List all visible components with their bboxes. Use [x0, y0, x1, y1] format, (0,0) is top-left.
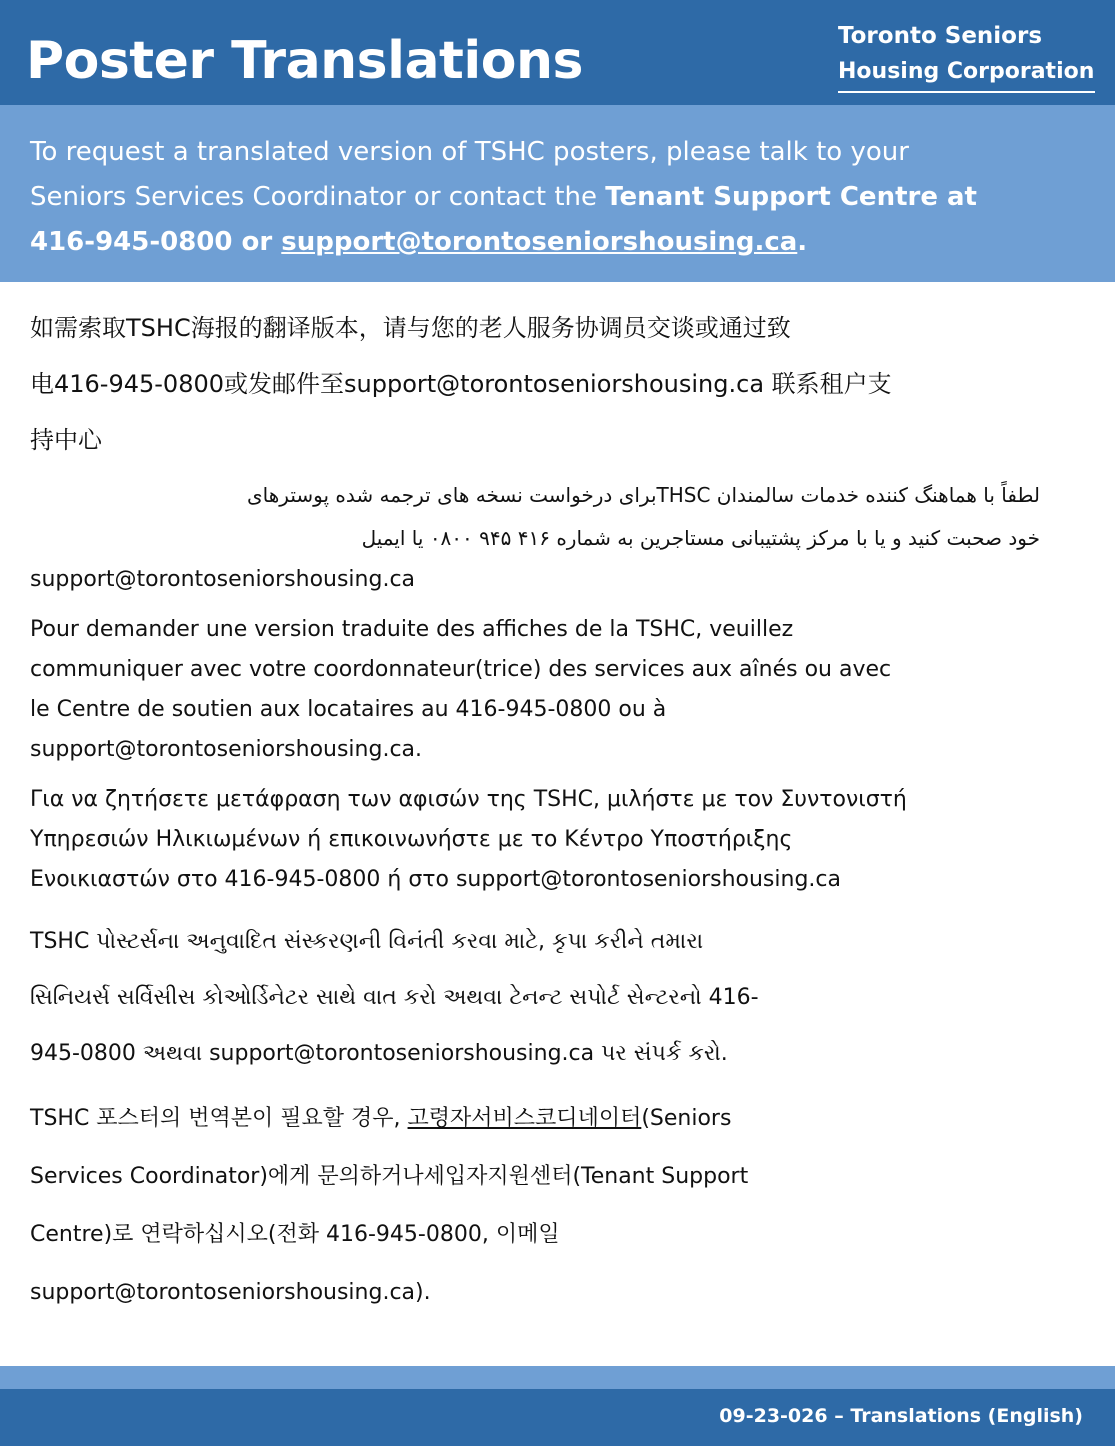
chinese-line-2: 电416-945-0800或发邮件至support@torontoseniorshousing.ca 联系租户支: [30, 370, 892, 398]
footer-bar: [0, 1366, 1115, 1446]
gujarati-line-1: TSHC પોસ્ટર્સના અનુવાદિત સંસ્કરણની વિનંતી કરવા માટે, કૃપા કરીને તમારા: [30, 929, 704, 954]
chinese-line-3: 持中心: [30, 426, 102, 454]
intro-tenant-support-centre: Tenant Support Centre at: [605, 182, 977, 212]
korean-line-3: Centre)로 연락하십시오(전화 416-945-0800, 이메일: [30, 1222, 560, 1247]
org-name-line2: Housing Corporation: [838, 59, 1095, 84]
intro-line-1: To request a translated version of TSHC posters, please talk to your: [30, 137, 909, 167]
translations-list: [30, 300, 1090, 1322]
korean-seniors-coordinator: 고령자서비스코디네이터: [407, 1106, 642, 1131]
korean-line-1-end: (Seniors: [641, 1106, 732, 1131]
farsi-line-1: لطفاً با هماهنگ کننده خدمات سالمندان THSCبرای درخواست نسخه های ترجمه شده پوسترهای: [247, 483, 1040, 507]
org-name-line1: Toronto Seniors: [838, 23, 1043, 49]
farsi-line-3: support@torontoseniorshousing.ca: [30, 567, 416, 592]
org-logo-text: [838, 18, 1095, 93]
header-bar: [0, 0, 1115, 105]
greek-line-1: Για να ζητήσετε μετάφραση των αφισών της TSHC, μιλήστε με τον Συντονιστή: [30, 787, 907, 812]
intro-line-2-text: Seniors Services Coordinator or contact the: [30, 182, 606, 212]
page-title: Poster Translations: [26, 31, 583, 91]
greek-line-3: Ενοικιαστών στο 416-945-0800 ή στο support@torontoseniorshousing.ca: [30, 867, 841, 892]
intro-email-link[interactable]: support@torontoseniorshousing.ca: [281, 227, 798, 257]
intro-phone: 416-945-0800 or: [30, 227, 282, 257]
korean-line-4: support@torontoseniorshousing.ca).: [30, 1280, 431, 1305]
translation-korean: [30, 1090, 1090, 1322]
intro-line-2: [30, 175, 1085, 220]
translation-french: [30, 610, 1090, 770]
gujarati-line-2: સિનિયર્સ સર્વિસીસ કોઓર્ડિનેટર સાથે વાત કરો અથવા ટેનન્ટ સપોર્ટ સેન્ટરનો 416-: [30, 985, 759, 1010]
intro-line-3: [30, 220, 1085, 265]
french-line-1: Pour demander une version traduite des affiches de la TSHC, veuillez: [30, 617, 794, 642]
translation-greek: [30, 780, 1090, 900]
korean-line-1: [30, 1090, 1090, 1148]
french-line-4: support@torontoseniorshousing.ca.: [30, 737, 423, 762]
intro-banner: [0, 105, 1115, 282]
footer-document-code: 09-23-026 – Translations (English): [719, 1405, 1083, 1427]
footer-light-band: [0, 1366, 1115, 1389]
french-line-2: communiquer avec votre coordonnateur(trice) des services aux aînés ou avec: [30, 657, 892, 682]
translation-gujarati: [30, 914, 1090, 1082]
farsi-line-2: خود صحبت کنید و یا با مرکز پشتیبانی مستاجرین به شماره ۴۱۶ ۹۴۵ ۰۸۰۰ یا ایمیل: [361, 526, 1040, 550]
translation-farsi: [30, 474, 1090, 600]
gujarati-line-3: 945-0800 અથવા support@torontoseniorshousing.ca પર સંપર્ક કરો.: [30, 1041, 728, 1066]
intro-period: .: [797, 227, 808, 257]
translation-chinese: [30, 300, 1090, 468]
korean-line-2: Services Coordinator)에게 문의하거나세입자지원센터(Tenant Support: [30, 1164, 749, 1189]
greek-line-2: Υπηρεσιών Ηλικιωμένων ή επικοινωνήστε με το Κέντρο Υποστήριξης: [30, 827, 793, 852]
french-line-3: le Centre de soutien aux locataires au 416-945-0800 ou à: [30, 697, 667, 722]
korean-line-1-start: TSHC 포스터의 번역본이 필요할 경우,: [30, 1106, 408, 1131]
chinese-line-1: 如需索取TSHC海报的翻译版本，请与您的老人服务协调员交谈或通过致: [30, 314, 791, 342]
